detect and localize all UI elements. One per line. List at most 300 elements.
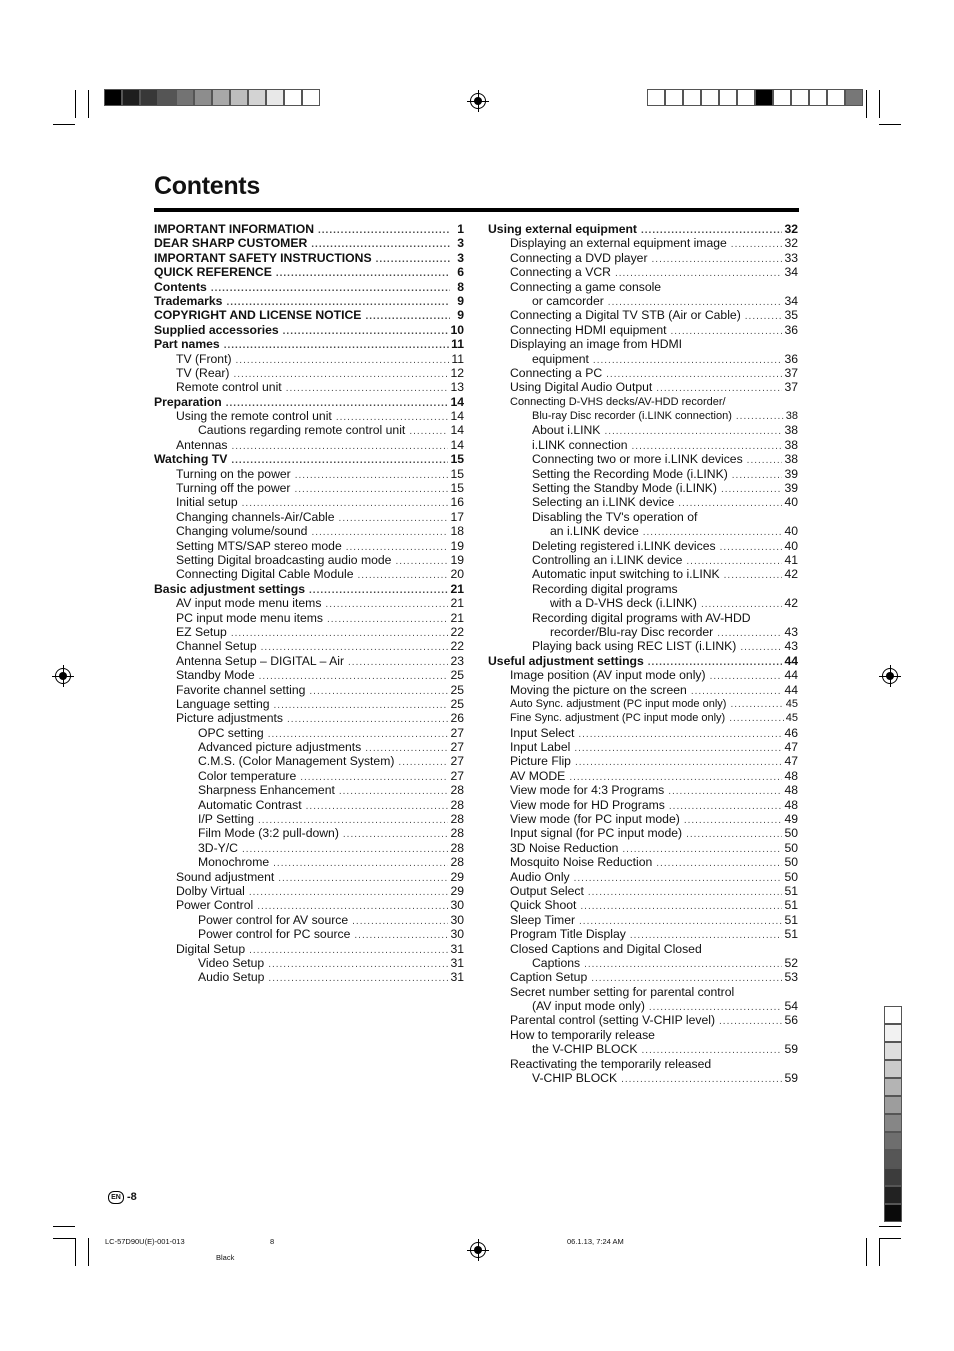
toc-entry-title: Cautions regarding remote control unit	[198, 423, 406, 438]
toc-entry-page: 34	[784, 265, 798, 280]
toc-entry-title: Language setting	[176, 696, 270, 711]
toc-entry	[154, 639, 464, 653]
dot-leader	[211, 282, 450, 296]
registration-mark-icon	[470, 93, 486, 109]
toc-entry-page: 51	[784, 927, 798, 942]
toc-entry-page: 50	[784, 869, 798, 884]
toc-entry-title: Setting the Standby Mode (i.LINK)	[532, 481, 717, 496]
toc-entry	[488, 539, 798, 553]
toc-entry-title: Displaying an external equipment image	[510, 236, 727, 251]
print-timestamp: 06.1.13, 7:24 AM	[567, 1237, 624, 1246]
toc-entry-page: 39	[784, 466, 798, 481]
toc-entry-title: AV input mode menu items	[176, 596, 322, 611]
toc-entry-title: Power Control	[176, 898, 254, 913]
toc-entry-page: 36	[784, 351, 798, 366]
toc-entry-title: equipment	[532, 351, 589, 366]
toc-entry-page: 28	[450, 855, 464, 870]
toc-entry	[154, 711, 464, 725]
toc-entry	[488, 438, 798, 452]
crop-mark	[75, 90, 76, 118]
toc-entry	[154, 438, 464, 452]
toc-entry	[154, 524, 464, 538]
toc-entry-title: Input signal (for PC input mode)	[510, 826, 683, 841]
toc-entry-title: Controlling an i.LINK device	[532, 552, 683, 567]
toc-entry	[488, 222, 798, 236]
toc-entry	[154, 280, 464, 294]
toc-entry-page: 31	[450, 955, 464, 970]
toc-entry-page: 50	[784, 855, 798, 870]
toc-entry	[488, 754, 798, 768]
toc-entry-page: 37	[784, 365, 798, 380]
toc-entry	[154, 913, 464, 927]
toc-entry-title: Supplied accessories	[154, 322, 279, 337]
toc-entry-page: 11	[451, 337, 464, 352]
crop-mark	[75, 1238, 76, 1266]
toc-entry-page: 56	[784, 1013, 798, 1028]
toc-entry-page: 27	[450, 725, 464, 740]
dot-leader	[398, 756, 448, 770]
dot-leader	[358, 569, 449, 583]
dot-leader	[724, 569, 783, 583]
toc-entry	[488, 798, 798, 812]
toc-entry-title: Turning off the power	[176, 481, 291, 496]
dot-leader	[325, 598, 448, 612]
toc-entry-page: 19	[450, 538, 464, 553]
toc-entry-title: 3D-Y/C	[198, 840, 238, 855]
toc-entry	[154, 423, 464, 437]
dot-leader	[327, 613, 448, 627]
toc-entry-title: Selecting an i.LINK device	[532, 495, 675, 510]
toc-entry-page: 44	[784, 682, 798, 697]
toc-entry-page: 27	[450, 754, 464, 769]
toc-entry-title: Power control for AV source	[198, 912, 349, 927]
toc-entry-title: Picture adjustments	[176, 711, 284, 726]
toc-entry-page: 14	[450, 437, 464, 452]
dot-leader	[273, 857, 448, 871]
toc-entry	[488, 711, 798, 725]
toc-entry	[154, 956, 464, 970]
toc-entry-title: Output Select	[510, 883, 584, 898]
toc-entry	[154, 625, 464, 639]
toc-entry-page: 15	[450, 466, 464, 481]
toc-entry	[154, 380, 464, 394]
dot-leader	[274, 699, 449, 713]
toc-entry-title: QUICK REFERENCE	[154, 265, 272, 280]
toc-entry-page: 21	[450, 581, 464, 596]
toc-entry-title: Disabling the TV's operation of	[532, 509, 698, 524]
dot-leader	[286, 382, 449, 396]
toc-entry-title: Setting the Recording Mode (i.LINK)	[532, 466, 728, 481]
toc-entry-title: Blu-ray Disc recorder (i.LINK connection)	[532, 410, 732, 423]
toc-entry-title: Playing back using REC LIST (i.LINK)	[532, 639, 737, 654]
dot-leader	[593, 354, 783, 368]
toc-entry	[154, 222, 464, 236]
dot-leader	[249, 886, 449, 900]
dot-leader	[268, 958, 448, 972]
toc-entry-title: Sharpness Enhancement	[198, 783, 335, 798]
toc-entry-page: 28	[450, 840, 464, 855]
toc-entry-title: IMPORTANT SAFETY INSTRUCTIONS	[154, 250, 372, 265]
toc-entry-page: 41	[784, 552, 798, 567]
toc-entry-page: 28	[450, 812, 464, 827]
toc-entry-title: Basic adjustment settings	[154, 581, 306, 596]
dot-leader	[278, 872, 448, 886]
toc-entry-title: Connecting a DVD player	[510, 250, 648, 265]
language-badge: EN	[108, 1191, 124, 1204]
toc-entry	[154, 582, 464, 596]
toc-entry-title: Closed Captions and Digital Closed	[510, 941, 702, 956]
toc-entry-page: 21	[450, 610, 464, 625]
dot-leader	[574, 742, 782, 756]
dot-leader	[671, 325, 783, 339]
toc-entry	[154, 366, 464, 380]
page-number: -8	[127, 1191, 137, 1203]
toc-entry	[488, 783, 798, 797]
toc-entry-page: 22	[450, 624, 464, 639]
toc-entry-page: 38	[785, 410, 798, 423]
toc-entry	[154, 841, 464, 855]
dot-leader	[283, 325, 449, 339]
toc-entry-page: 27	[450, 768, 464, 783]
toc-entry-page: 40	[784, 524, 798, 539]
toc-entry	[488, 639, 798, 653]
toc-entry	[488, 726, 798, 740]
toc-entry-page: 39	[784, 481, 798, 496]
toc-entry-page: 42	[784, 567, 798, 582]
toc-entry-title: Setting Digital broadcasting audio mode	[176, 552, 392, 567]
toc-entry	[154, 323, 464, 337]
toc-entry	[488, 280, 798, 294]
dot-leader	[348, 656, 448, 670]
toc-entry-page: 28	[450, 797, 464, 812]
toc-entry-page: 19	[450, 552, 464, 567]
dot-leader	[232, 440, 449, 454]
toc-entry-title: Automatic input switching to i.LINK	[532, 567, 720, 582]
toc-entry	[488, 395, 798, 409]
dot-leader	[736, 410, 784, 424]
toc-entry	[488, 826, 798, 840]
toc-entry	[154, 783, 464, 797]
toc-entry	[488, 596, 798, 610]
toc-entry-page: 35	[784, 308, 798, 323]
toc-entry	[154, 683, 464, 697]
toc-entry	[488, 870, 798, 884]
dot-leader	[574, 872, 783, 886]
toc-entry-title: the V-CHIP BLOCK	[532, 1042, 638, 1057]
toc-entry-title: Turning on the power	[176, 466, 291, 481]
page-title: Contents	[154, 172, 260, 200]
toc-entry	[154, 495, 464, 509]
toc-entry	[154, 726, 464, 740]
toc-entry-title: Input Label	[510, 740, 571, 755]
toc-entry-page: 29	[450, 883, 464, 898]
toc-entry	[488, 841, 798, 855]
dot-leader	[745, 310, 783, 324]
toc-entry-page: 29	[450, 869, 464, 884]
toc-entry	[154, 567, 464, 581]
dot-leader	[669, 800, 783, 814]
toc-entry-page: 11	[451, 351, 464, 366]
dot-leader	[306, 800, 449, 814]
toc-entry	[488, 323, 798, 337]
toc-entry-title: Image position (AV input mode only)	[510, 668, 706, 683]
toc-entry	[154, 826, 464, 840]
registration-mark-icon	[882, 668, 898, 684]
toc-entry	[488, 380, 798, 394]
toc-entry	[154, 697, 464, 711]
crop-mark	[879, 1238, 901, 1239]
dot-leader	[224, 339, 449, 353]
toc-entry-page: 17	[450, 509, 464, 524]
toc-entry-title: How to temporarily release	[510, 1027, 655, 1042]
toc-entry	[488, 495, 798, 509]
toc-entry	[154, 452, 464, 466]
toc-entry-page: 15	[450, 481, 464, 496]
toc-entry-title: AV MODE	[510, 768, 566, 783]
toc-entry	[488, 251, 798, 265]
toc-entry-title: Using external equipment	[488, 222, 637, 236]
toc-entry-title: Auto Sync. adjustment (PC input mode only)	[510, 697, 727, 710]
toc-entry	[154, 539, 464, 553]
toc-entry-title: V-CHIP BLOCK	[532, 1071, 618, 1086]
toc-entry-title: Automatic Contrast	[198, 797, 302, 812]
dot-leader	[731, 238, 783, 252]
toc-entry-page: 50	[784, 826, 798, 841]
toc-entry	[154, 596, 464, 610]
toc-entry-page: 40	[784, 495, 798, 510]
dot-leader	[588, 886, 783, 900]
toc-entry-title: Connecting two or more i.LINK devices	[532, 452, 743, 467]
toc-entry-title: Audio Setup	[198, 970, 265, 985]
toc-entry-title: Caption Setup	[510, 970, 588, 985]
toc-entry-title: Secret number setting for parental control	[510, 984, 735, 999]
toc-entry	[154, 294, 464, 308]
toc-entry-title: 3D Noise Reduction	[510, 840, 619, 855]
dot-leader	[352, 915, 448, 929]
toc-entry-page: 30	[450, 912, 464, 927]
dot-leader	[604, 425, 782, 439]
dot-leader	[395, 555, 448, 569]
toc-entry	[154, 481, 464, 495]
toc-entry-page: 6	[457, 265, 464, 280]
toc-entry-title: Changing channels-Air/Cable	[176, 509, 335, 524]
toc-entry-title: recorder/Blu-ray Disc recorder	[550, 624, 714, 639]
toc-entry	[488, 467, 798, 481]
toc-entry-title: OPC setting	[198, 725, 264, 740]
toc-entry-title: Captions	[532, 955, 581, 970]
toc-entry-title: Picture Flip	[510, 754, 571, 769]
dot-leader	[584, 958, 782, 972]
toc-entry	[154, 654, 464, 668]
dot-leader	[376, 253, 450, 267]
toc-column-left	[154, 222, 464, 985]
dot-leader	[309, 584, 448, 598]
toc-entry-title: Quick Shoot	[510, 898, 577, 913]
toc-entry-title: Using Digital Audio Output	[510, 380, 653, 395]
toc-entry-page: 59	[784, 1042, 798, 1057]
toc-entry	[154, 812, 464, 826]
toc-entry-title: Mosquito Noise Reduction	[510, 855, 653, 870]
toc-entry-page: 14	[450, 394, 464, 409]
toc-entry-title: TV (Rear)	[176, 365, 230, 380]
toc-entry-title: Recording digital programs	[532, 581, 678, 596]
toc-entry	[488, 352, 798, 366]
dot-leader	[242, 843, 448, 857]
toc-entry-page: 44	[784, 653, 798, 668]
toc-entry-title: Dolby Virtual	[176, 883, 245, 898]
dot-leader	[686, 828, 782, 842]
toc-entry-page: 9	[457, 293, 464, 308]
toc-entry-title: Parental control (setting V-CHIP level)	[510, 1013, 716, 1028]
dot-leader	[318, 224, 450, 238]
toc-entry	[488, 294, 798, 308]
toc-entry-page: 42	[784, 596, 798, 611]
dot-leader	[732, 469, 783, 483]
toc-entry-title: Sleep Timer	[510, 912, 576, 927]
toc-entry-title: Setting MTS/SAP stereo mode	[176, 538, 342, 553]
toc-entry-page: 47	[784, 740, 798, 755]
toc-entry-title: Initial setup	[176, 495, 238, 510]
toc-entry-page: 48	[784, 797, 798, 812]
toc-entry-page: 31	[450, 970, 464, 985]
toc-entry	[154, 308, 464, 322]
dot-leader	[268, 972, 448, 986]
toc-entry	[154, 352, 464, 366]
toc-entry-page: 15	[450, 452, 464, 467]
toc-entry-page: 32	[784, 236, 798, 251]
dot-leader	[309, 685, 448, 699]
toc-entry-title: Useful adjustment settings	[488, 653, 644, 668]
toc-entry	[488, 697, 798, 711]
toc-entry	[488, 999, 798, 1013]
ink-color-label: Black	[216, 1253, 235, 1262]
toc-entry-title: View mode for HD Programs	[510, 797, 665, 812]
toc-entry-page: 34	[784, 293, 798, 308]
dot-leader	[295, 483, 449, 497]
toc-entry-page: 53	[784, 970, 798, 985]
toc-entry-title: (AV input mode only)	[532, 999, 645, 1014]
toc-entry-page: 47	[784, 754, 798, 769]
toc-entry-title: an i.LINK device	[550, 524, 639, 539]
toc-entry	[488, 884, 798, 898]
dot-leader	[621, 1073, 782, 1087]
toc-entry	[488, 1013, 798, 1027]
dot-leader	[339, 512, 449, 526]
toc-entry-title: PC input mode menu items	[176, 610, 323, 625]
toc-entry	[488, 1042, 798, 1056]
toc-entry-title: Sound adjustment	[176, 869, 275, 884]
toc-entry-page: 23	[450, 653, 464, 668]
toc-entry-page: 30	[450, 927, 464, 942]
toc-entry-title: Preparation	[154, 394, 222, 409]
grayscale-bar-left	[104, 89, 320, 106]
toc-entry-page: 33	[784, 250, 798, 265]
toc-entry-page: 13	[450, 380, 464, 395]
toc-entry-page: 38	[784, 452, 798, 467]
crop-mark	[88, 90, 89, 118]
toc-entry-title: Trademarks	[154, 293, 223, 308]
toc-entry-title: Video Setup	[198, 955, 265, 970]
toc-entry	[488, 366, 798, 380]
toc-entry-page: 3	[457, 250, 464, 265]
toc-entry-page: 25	[450, 682, 464, 697]
toc-entry-title: Changing volume/sound	[176, 524, 308, 539]
dot-leader	[656, 857, 782, 871]
dot-leader	[580, 900, 782, 914]
toc-entry-title: Using the remote control unit	[176, 409, 332, 424]
toc-entry-title: Channel Setup	[176, 639, 257, 654]
toc-entry	[488, 898, 798, 912]
toc-entry	[154, 553, 464, 567]
toc-entry-page: 12	[450, 365, 464, 380]
crop-mark	[53, 1226, 75, 1227]
toc-entry-title: IMPORTANT INFORMATION	[154, 222, 314, 236]
toc-entry	[154, 395, 464, 409]
toc-entry	[488, 654, 798, 668]
toc-entry	[488, 625, 798, 639]
toc-entry	[488, 855, 798, 869]
dot-leader	[354, 929, 448, 943]
toc-entry-title: COPYRIGHT AND LICENSE NOTICE	[154, 308, 362, 323]
toc-entry-title: with a D-VHS deck (i.LINK)	[550, 596, 697, 611]
toc-entry	[488, 611, 798, 625]
toc-entry	[488, 740, 798, 754]
toc-entry-title: Audio Only	[510, 869, 570, 884]
toc-entry	[488, 1057, 798, 1071]
toc-entry-title: Connecting a VCR	[510, 265, 611, 280]
toc-entry-title: Antenna Setup – DIGITAL – Air	[176, 653, 345, 668]
crop-mark	[879, 124, 901, 125]
dot-leader	[652, 253, 783, 267]
toc-entry-page: 27	[450, 740, 464, 755]
toc-entry	[154, 467, 464, 481]
toc-entry	[488, 985, 798, 999]
toc-entry-page: 16	[450, 495, 464, 510]
toc-entry	[154, 942, 464, 956]
toc-entry-page: 3	[457, 236, 464, 251]
toc-entry	[154, 898, 464, 912]
toc-entry-page: 30	[450, 898, 464, 913]
toc-entry	[488, 236, 798, 250]
toc-entry	[154, 337, 464, 351]
toc-entry-page: 52	[784, 955, 798, 970]
toc-entry-page: 22	[450, 639, 464, 654]
dot-leader	[339, 785, 449, 799]
dot-leader	[721, 483, 782, 497]
toc-entry-page: 18	[450, 524, 464, 539]
toc-entry-page: 28	[450, 783, 464, 798]
toc-entry-page: 31	[450, 941, 464, 956]
toc-entry-title: Deleting registered i.LINK devices	[532, 538, 716, 553]
crop-mark	[879, 90, 880, 118]
toc-entry	[154, 927, 464, 941]
toc-entry-page: 25	[450, 668, 464, 683]
toc-entry	[488, 481, 798, 495]
color-bar-right	[647, 89, 863, 106]
toc-entry-title: Connecting a game console	[510, 279, 662, 294]
toc-entry-title: Program Title Display	[510, 927, 626, 942]
dot-leader	[287, 713, 448, 727]
toc-entry-title: Input Select	[510, 725, 575, 740]
crop-mark	[88, 1238, 89, 1266]
toc-entry	[154, 769, 464, 783]
dot-leader	[365, 310, 450, 324]
dot-leader	[740, 641, 782, 655]
dot-leader	[684, 814, 783, 828]
toc-entry	[488, 452, 798, 466]
toc-entry-page: 14	[450, 409, 464, 424]
toc-entry-title: Recording digital programs with AV-HDD	[532, 610, 751, 625]
